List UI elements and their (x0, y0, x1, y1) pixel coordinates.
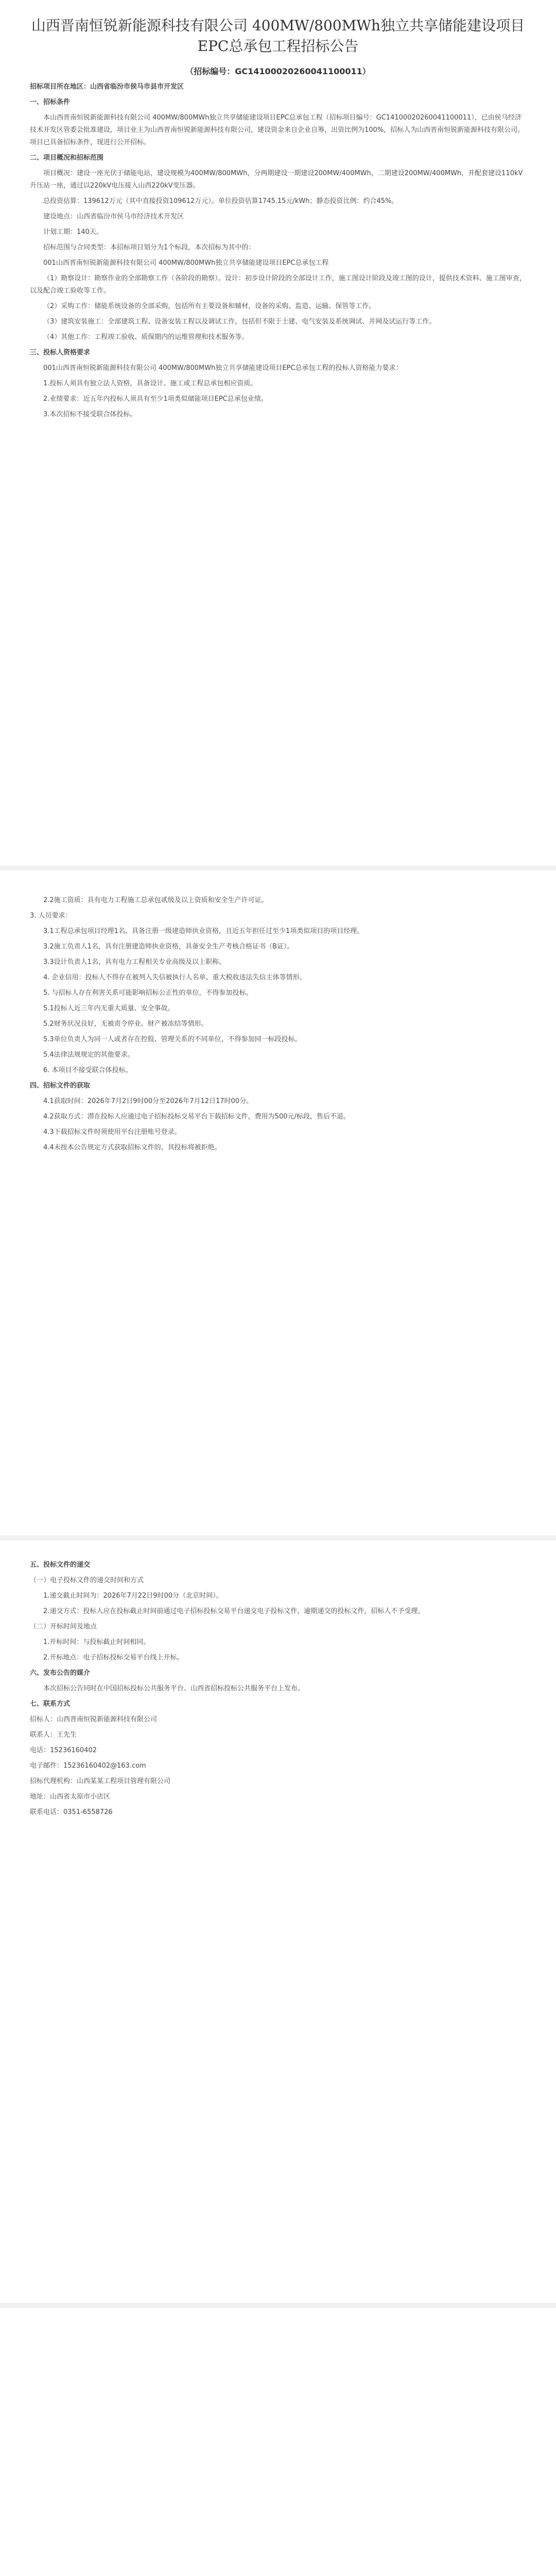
paragraph: 3.2施工负责人1名，具有注册建造师执业资格，具备安全生产考核合格证书（B证）。 (43, 943, 294, 951)
paragraph: 招标范围与合同类型：本招标项目划分为1个标段，本次招标为其中的： (43, 244, 255, 251)
contact-line: 招标代理机构：山西某某工程项目管理有限公司 (30, 1777, 171, 1785)
contact-line: 地址：山西省太原市小店区 (30, 1793, 111, 1801)
paragraph: （二）开标时间及地点 (30, 1623, 97, 1631)
paragraph: 本次招标公告同时在中国招标投标公共服务平台、山西省招标投标公共服务平台上发布。 (43, 1685, 305, 1692)
paragraph: 2.2施工资质：具有电力工程施工总承包贰级及以上资质和安全生产许可证。 (43, 896, 268, 904)
paragraph: 4. 企业信用：投标人不得存在被列入失信被执行人名单、重大税收违法失信主体等情形。 (43, 974, 306, 981)
paragraph: 4.4未按本公告规定方式获取招标文件的，其投标将被拒绝。 (43, 1144, 221, 1151)
paragraph: 5.1投标人近三年内无重大质量、安全事故。 (43, 1005, 175, 1012)
paragraph: 001山西晋南恒锐新能源科技有限公司 400MW/800MWh独立共享储能建设项目EPC总承包工程 (43, 259, 329, 267)
document-page-1 (0, 0, 556, 866)
section-heading: 一、招标条件 (30, 98, 71, 106)
contact-line: 招标人：山西晋南恒锐新能源科技有限公司 (30, 1716, 158, 1723)
paragraph: 4.1获取时间：2026年7月2日9时00分至2026年7月12日17时00分。 (43, 1097, 253, 1105)
bid-code: （招标编号：GC14100020260041100011） (185, 66, 371, 76)
paragraph: （2）采购工作：储能系统设备的全部采购，包括所有主要设备和辅材，设备的采购、监造、运输、保管等工作。 (43, 302, 376, 310)
paragraph: 6. 本项目不接受联合体投标。 (43, 1066, 132, 1074)
page-separator (0, 2303, 556, 2308)
document-page-4 (0, 2308, 556, 2576)
paragraph: 计划工期：140天。 (43, 228, 103, 236)
paragraph: 1.开标时间：与投标截止时间相同。 (43, 1638, 150, 1646)
paragraph: 5.4法律法规规定的其他要求。 (43, 1051, 134, 1059)
contact-line: 电话：15236160402 (30, 1747, 97, 1754)
paragraph: 总投资估算：139612万元（其中直接投资109612万元）。单位投资估算1745.15元/kWh；静态投资比例：约合45%。 (43, 197, 398, 205)
contact-line: 电子邮件：15236160402@163.com (30, 1762, 146, 1770)
section-heading: 五、投标文件的递交 (30, 1561, 91, 1569)
paragraph: （一）电子投标文件的递交时间和方式 (30, 1577, 144, 1584)
paragraph: 001山西晋南恒锐新能源科技有限公司 400MW/800MWh独立共享储能建设项目EPC总承包工程的投标人资格能力要求： (43, 364, 403, 372)
paragraph: 2.业绩要求：近五年内投标人须具有至少1项类似储能项目EPC总承包业绩。 (43, 395, 268, 403)
section-heading: 六、发布公告的媒介 (30, 1669, 91, 1677)
paragraph: 5.3单位负责人为同一人或者存在控股、管理关系的不同单位，不得参加同一标段投标。 (43, 1036, 302, 1043)
paragraph: （1）勘察设计：勘察作业的全部勘察工作（各阶段的勘察）。设计：初步设计阶段的全部设计工作，施工图设计阶段及竣工图的设计，提供技术资料、施工图审查，以及配合竣工验收等工作。 (30, 275, 526, 295)
section-heading: 七、联系方式 (30, 1700, 71, 1708)
document-page-2 (0, 871, 556, 1535)
page-separator (0, 1535, 556, 1540)
paragraph: 5. 与招标人存在利害关系可能影响招标公正性的单位，不得参加投标。 (43, 989, 253, 997)
paragraph: 建设地点：山西省临汾市侯马市经济技术开发区 (43, 213, 184, 221)
section-heading: 四、招标文件的获取 (30, 1082, 91, 1090)
paragraph: 1.投标人须具有独立法人资格，具备设计、施工或工程总承包相应资质。 (43, 380, 257, 387)
paragraph: 3. 人员要求： (30, 912, 72, 920)
paragraph: 3.1工程总承包项目经理1名，具备注册一级建造师执业资格，且近五年担任过至少1项类似项目的项目经理。 (43, 927, 364, 935)
section-heading: 二、项目概况和招标范围 (30, 154, 104, 162)
paragraph: 3.本次招标不接受联合体投标。 (43, 411, 137, 418)
location-line: 招标项目所在地区：山西省临汾市侯马市县市开发区 (30, 83, 184, 91)
section-heading: 三、投标人资格要求 (30, 349, 91, 357)
paragraph: 3.3设计负责人1名，具有电力工程相关专业高级及以上职称。 (43, 958, 225, 966)
page-title: 山西晋南恒锐新能源科技有限公司 400MW/800MWh独立共享储能建设项目EPC总承包工程招标公告 (31, 17, 525, 55)
paragraph: 5.2财务状况良好，无被责令停业、财产被冻结等情形。 (43, 1020, 208, 1028)
paragraph: 4.2获取方式：潜在投标人应通过电子招标投标交易平台下载招标文件，费用为500元/标段，售后不退。 (43, 1113, 350, 1121)
paragraph: 4.3下载招标文件时须使用平台注册账号登录。 (43, 1128, 181, 1136)
contact-line: 联系电话：0351-6558726 (30, 1808, 113, 1816)
paragraph: （3）建筑安装施工：全部建筑工程、设备安装工程以及调试工作，包括但不限于土建、电气安装及系统调试、并网及试运行等工作。 (43, 318, 436, 326)
paragraph: 1.递交截止时间为：2026年7月22日9时00分（北京时间）。 (43, 1592, 223, 1600)
document-page-3 (0, 1540, 556, 2303)
page-separator (0, 866, 556, 871)
contact-line: 联系人：王先生 (30, 1731, 77, 1739)
paragraph: 项目概况：建设一座光伏于储能电站，建设规模为400MW/800MWh，分两期建设一期建设200MW/400MWh，二期建设200MW/400MWh，并配套建设110kV升压站一座，通过以220kV电压接入山西220kV变压器。 (30, 170, 523, 190)
paragraph: 2.开标地点：电子招标投标交易平台线上开标。 (43, 1654, 184, 1662)
paragraph: （4）其他工作：工程竣工验收、质保期内的运维管理和技术服务等。 (43, 333, 249, 341)
paragraph: 本山西晋南恒锐新能源科技有限公司 400MW/800MWh独立共享储能建设项目EPC总承包工程（招标项目编号：GC14100020260041100011），已由侯马经济技术开发区管委会批准建设，项目业主为山西晋南恒锐新能源科技有限公司，建设资金来自企业自筹，出资比例为100%，招标人为山西晋南恒锐新能源科技有限公司。项目已具备招标条件，现进行公开招标。 (30, 114, 525, 146)
paragraph: 2.递交方式：投标人应在投标截止时间前通过电子招标投标交易平台递交电子投标文件，逾期递交的投标文件，招标人不予受理。 (43, 1607, 425, 1615)
